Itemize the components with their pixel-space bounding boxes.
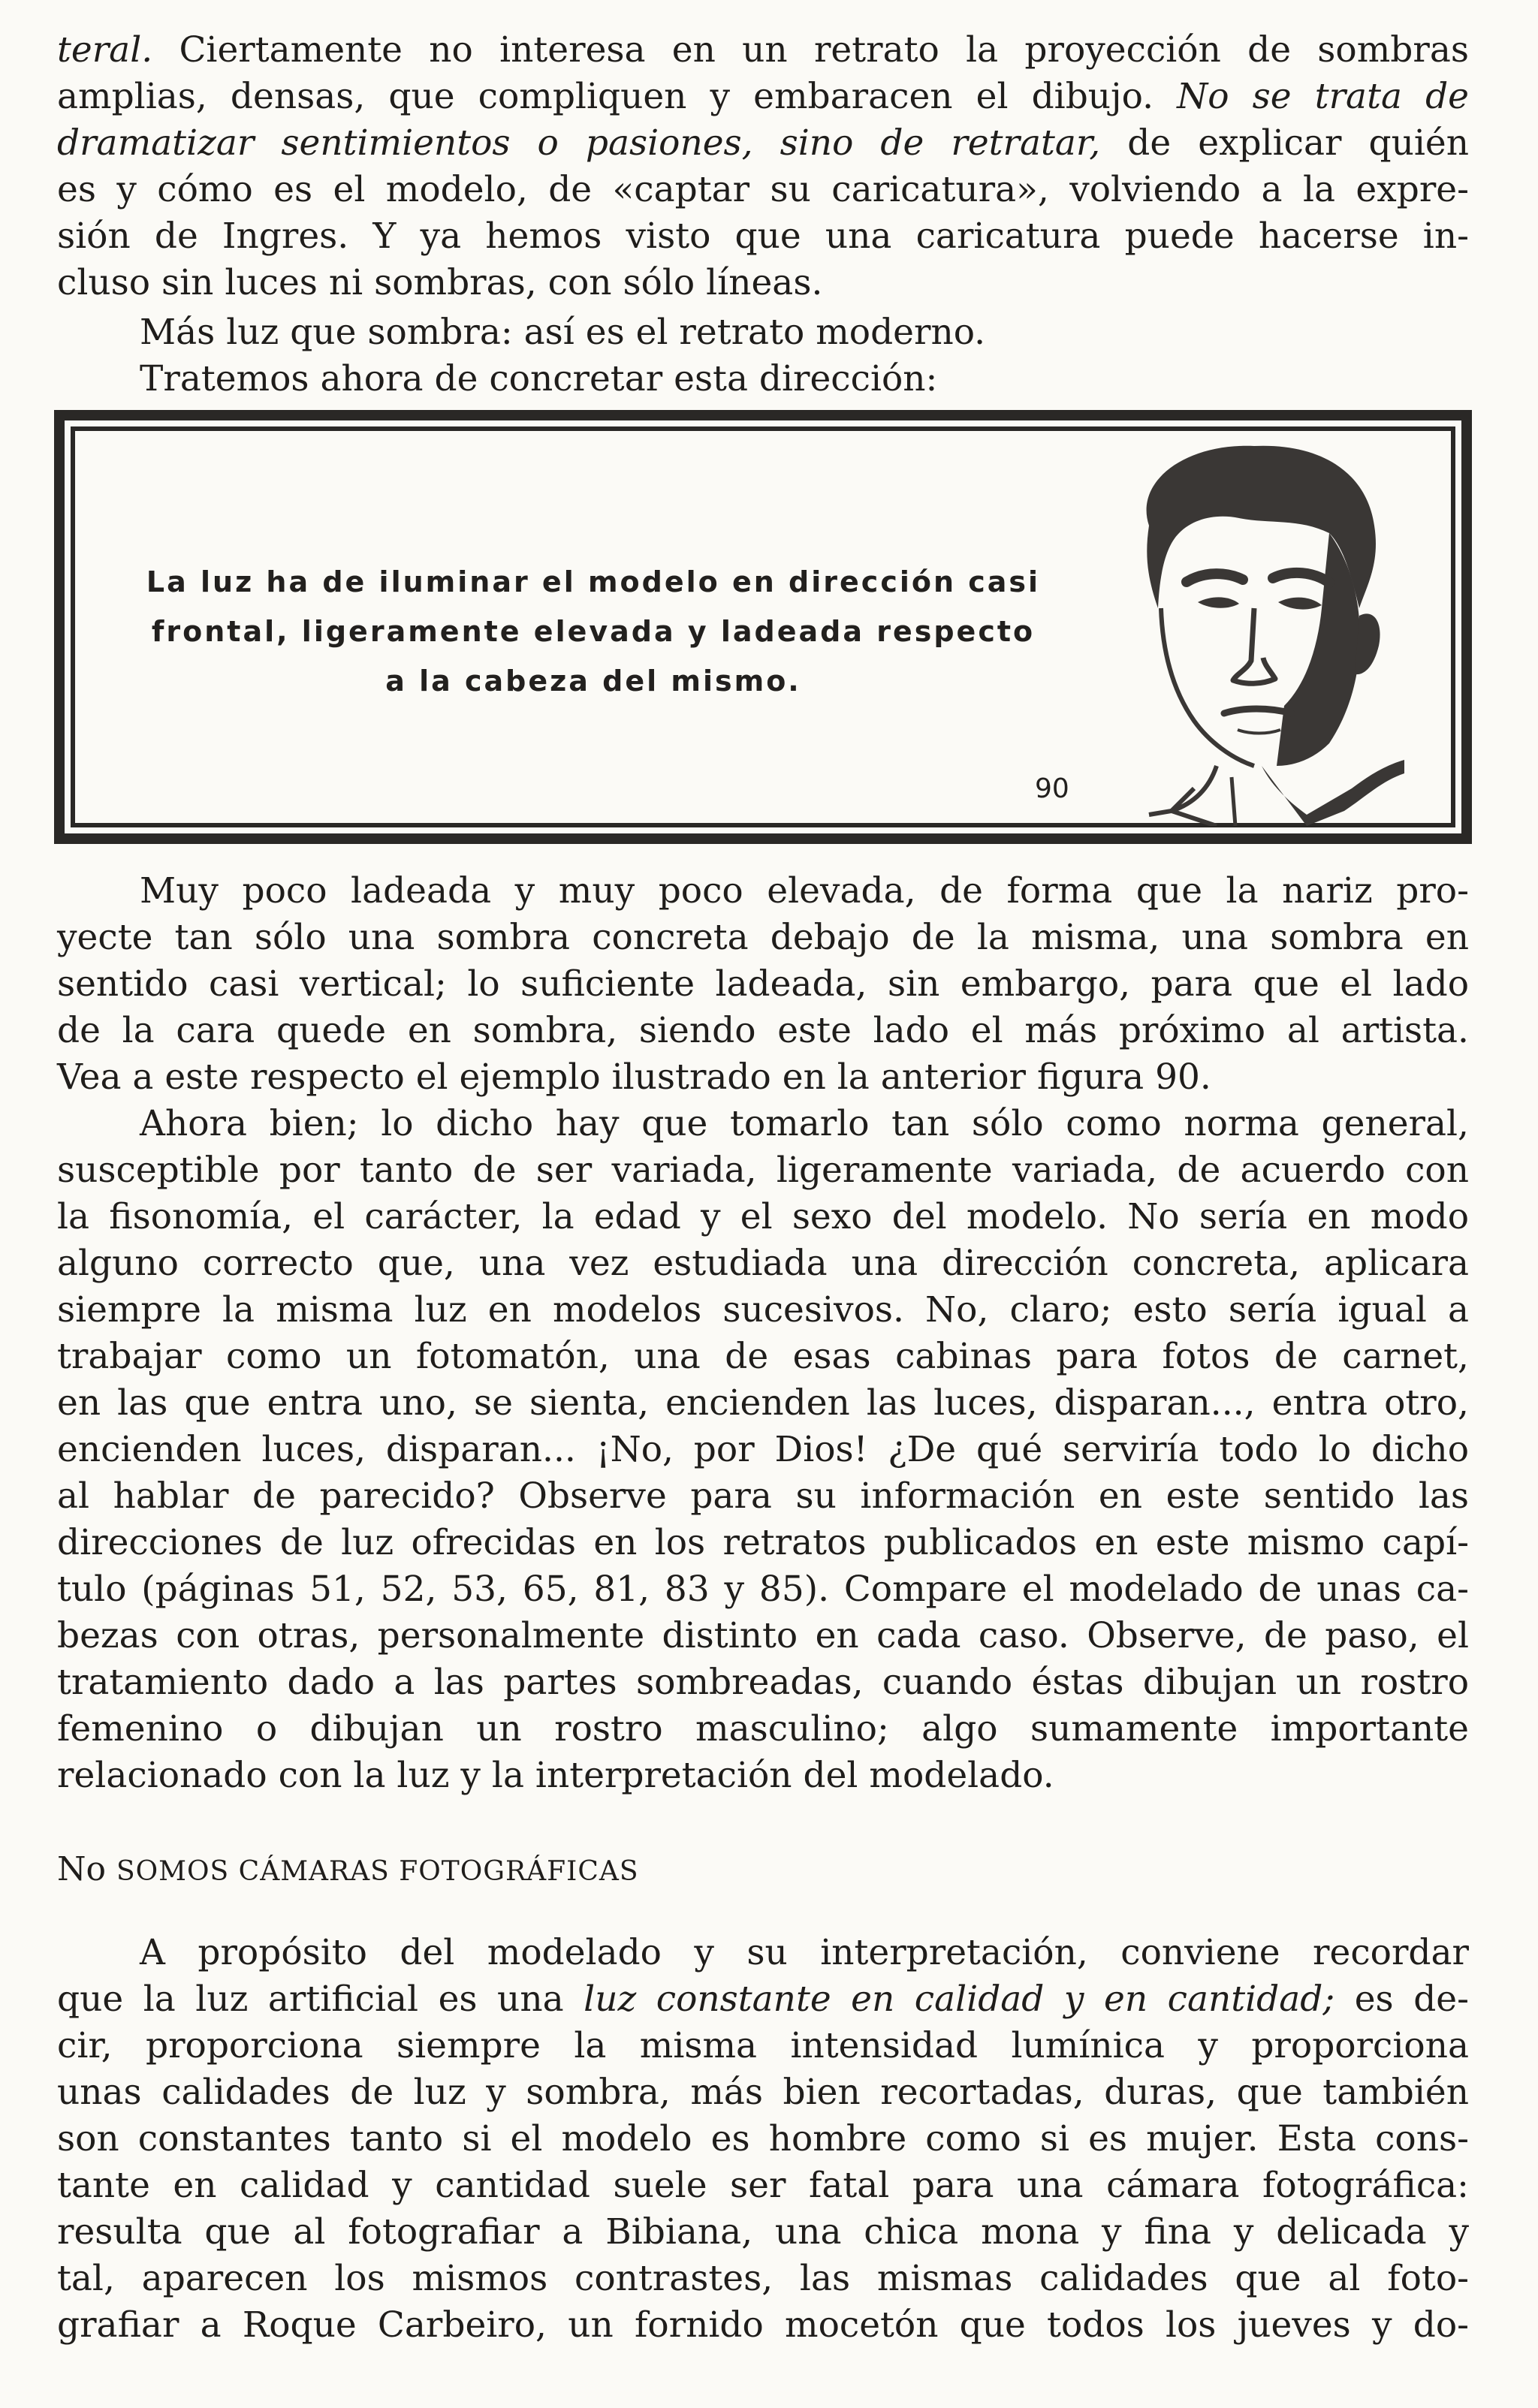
text-line: yecte tan sólo una sombra concreta debajo de la misma, una sombra en bbox=[57, 917, 1469, 958]
text-line: susceptible por tanto de ser variada, ligeramente variada, de acuerdo con bbox=[57, 1150, 1469, 1191]
italic-phrase: No se trata de bbox=[1177, 76, 1469, 117]
text-line: tante en calidad y cantidad suele ser fatal para una cámara fotográfica: bbox=[57, 2165, 1469, 2206]
text-span: Ciertamente no interesa en un retrato la proyección de sombras bbox=[152, 29, 1469, 71]
text-line: siempre la misma luz en modelos sucesivos. No, claro; esto sería igual a bbox=[57, 1289, 1469, 1331]
text-line: relacionado con la luz y la interpretación del modelado. bbox=[57, 1755, 1054, 1796]
figure-caption-line: a la cabeza del mismo. bbox=[385, 665, 801, 698]
text-line: grafiar a Roque Carbeiro, un fornido mocetón que todos los jueves y do- bbox=[57, 2304, 1469, 2346]
text-line: cluso sin luces ni sombras, con sólo líneas. bbox=[57, 262, 823, 303]
text-line: Tratemos ahora de concretar esta dirección: bbox=[140, 358, 938, 399]
text-line: sión de Ingres. Y ya hemos visto que una caricatura puede hacerse in- bbox=[57, 215, 1469, 257]
text-line: sentido casi vertical; lo suficiente ladeada, sin embargo, para que el lado bbox=[57, 963, 1469, 1005]
portrait-illustration bbox=[1104, 435, 1404, 826]
section-heading bbox=[57, 1847, 639, 1894]
text-line: alguno correcto que, una vez estudiada una dirección concreta, aplicara bbox=[57, 1243, 1469, 1284]
text-span: es de- bbox=[1334, 1979, 1469, 2020]
text-line: tal, aparecen los mismos contrastes, las mismas calidades que al foto- bbox=[57, 2258, 1469, 2299]
heading-small-caps: SOMOS CÁMARAS FOTOGRÁFICAS bbox=[116, 1856, 639, 1887]
figure-number: 90 bbox=[1035, 773, 1069, 804]
italic-phrase: dramatizar sentimientos o pasiones, sino de retratar, bbox=[57, 122, 1101, 164]
text-span: que la luz artificial es una bbox=[57, 1979, 584, 2020]
text-line: encienden luces, disparan... ¡No, por Dios! ¿De qué serviría todo lo dicho bbox=[57, 1429, 1469, 1470]
figure-caption-line: La luz ha de iluminar el modelo en dirección casi bbox=[146, 565, 1041, 598]
text-line: femenino o dibujan un rostro masculino; algo sumamente importante bbox=[57, 1708, 1469, 1749]
text-span: amplias, densas, que compliquen y embaracen el dibujo. bbox=[57, 76, 1154, 117]
text-line: son constantes tanto si el modelo es hombre como si es mujer. Esta cons- bbox=[57, 2118, 1469, 2159]
text-line: la fisonomía, el carácter, la edad y el sexo del modelo. No sería en modo bbox=[57, 1196, 1469, 1237]
figure-caption-line: frontal, ligeramente elevada y ladeada respecto bbox=[151, 615, 1036, 648]
text-line: Vea a este respecto el ejemplo ilustrado en la anterior figura 90. bbox=[57, 1056, 1211, 1098]
text-line: unas calidades de luz y sombra, más bien recortadas, duras, que también bbox=[57, 2072, 1469, 2113]
text-line: cir, proporciona siempre la misma intensidad lumínica y proporciona bbox=[57, 2025, 1469, 2066]
text-line: Ahora bien; lo dicho hay que tomarlo tan sólo como norma general, bbox=[140, 1103, 1469, 1144]
text-line bbox=[57, 1976, 1469, 2023]
italic-word: teral. bbox=[57, 29, 153, 71]
italic-phrase: luz constante en calidad y en cantidad; bbox=[584, 1979, 1335, 2020]
text-line: trabajar como un fotomatón, una de esas cabinas para fotos de carnet, bbox=[57, 1336, 1469, 1377]
text-line: es y cómo es el modelo, de «captar su caricatura», volviendo a la expre- bbox=[57, 169, 1469, 210]
text-line bbox=[57, 74, 1469, 120]
text-span: de explicar quién bbox=[1100, 122, 1469, 164]
text-line: A propósito del modelado y su interpretación, conviene recordar bbox=[140, 1932, 1469, 1973]
text-line: tratamiento dado a las partes sombreadas, cuando éstas dibujan un rostro bbox=[57, 1662, 1469, 1703]
text-line bbox=[57, 120, 1469, 167]
text-line: Muy poco ladeada y muy poco elevada, de forma que la nariz pro- bbox=[140, 870, 1469, 912]
text-line: al hablar de parecido? Observe para su información en este sentido las bbox=[57, 1475, 1469, 1517]
text-line: tulo (páginas 51, 52, 53, 65, 81, 83 y 85). Compare el modelado de unas ca- bbox=[57, 1569, 1469, 1610]
text-line: Más luz que sombra: así es el retrato moderno. bbox=[140, 312, 986, 353]
text-line: direcciones de luz ofrecidas en los retratos publicados en este mismo capí- bbox=[57, 1522, 1469, 1563]
text-line: resulta que al fotografiar a Bibiana, una chica mona y fina y delicada y bbox=[57, 2211, 1469, 2253]
text-line bbox=[57, 27, 1469, 74]
text-line: bezas con otras, personalmente distinto en cada caso. Observe, de paso, el bbox=[57, 1615, 1469, 1656]
heading-first-word: No bbox=[57, 1850, 106, 1888]
text-line: en las que entra uno, se sienta, encienden las luces, disparan..., entra otro, bbox=[57, 1382, 1469, 1424]
text-line: de la cara quede en sombra, siendo este lado el más próximo al artista. bbox=[57, 1010, 1469, 1051]
